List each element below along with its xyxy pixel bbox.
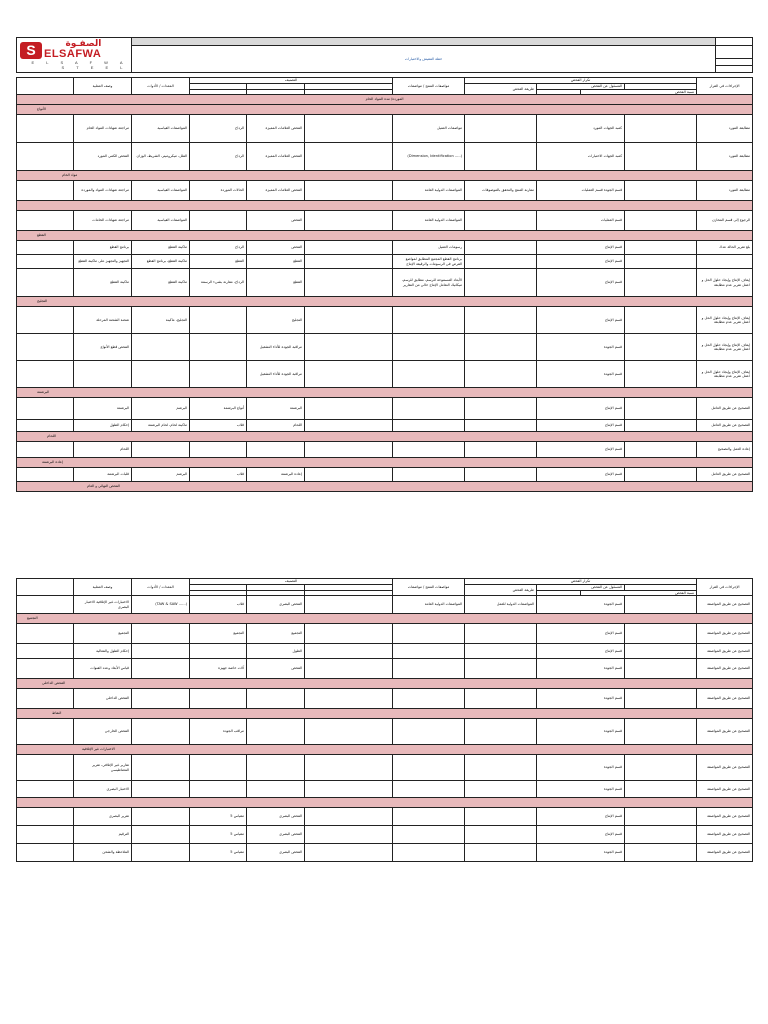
col-spec: مواصفات المنتج / مواصفات: [393, 579, 465, 596]
table-row: التجهيز والتجهيز على ماكينة القطع ماكينة القطع، برنامج القطع القطع القطع برنامج القطع المجمع المطابق لمواضع القرص في الرسومات والرقيقة الإنتاج قسم الإنتاج: [17, 255, 753, 269]
table-row: التجميع التجميع التجميع قسم الإنتاج التصحيح عن طريق المواصفة: [17, 624, 753, 644]
table-row: مراجعة شهادات المواد الخام المواصفات القياسية الرداخ الفحص العلامات المميزة مواصفات العميل كمبد الجهات المورد مطابقة المورد: [17, 115, 753, 143]
table-row: قياس الأبعاد وعدد القنوات آلات خاصة جهيزة الفحص قسم الجودة التصحيح عن طريق المواصفة: [17, 659, 753, 679]
section-band: إعادة البرشمة: [17, 458, 753, 468]
logo-arabic: الصفـوة: [65, 39, 102, 49]
table-row: برنامج القطع ماكينة القطع الرداخ الفحص رسومات العميل قسم الإنتاج بلغ تقرير الحالة عدك: [17, 241, 753, 255]
section-band: [17, 798, 753, 808]
header-grey-bar: [132, 38, 716, 46]
table-row: الفحص الخارجي مراقب الجودة قسم الجودة التصحيح عن طريق المواصفة: [17, 719, 753, 745]
header-meta-3: [716, 59, 753, 66]
table-row: مراجعة شهادات الخامات المواصفات القياسية الفحص المواصفات الدولية العامة قسم العمليات الرجوع إلى قسم المخازن: [17, 211, 753, 231]
section-band: اللحام: [17, 432, 753, 442]
table-row: الاختبارات غير الإتلافية الاختبار البصري (TAW & SAW ......) قلاب الفحص البصري المواصفات الدولية العامة المواصفات الدولية للعمل قسم الجودة التصحيح عن طريق المواصفة: [17, 596, 753, 614]
table-row: إحكام الطول والفعالية الطول قسم الإنتاج التصحيح عن طريق المواصفة: [17, 644, 753, 659]
col-responsible: وصف العملية: [74, 78, 132, 95]
table-row: تقرير البصري مقياس 5 الفحص البصري قسم الإنتاج التصحيح عن طريق المواصفة: [17, 808, 753, 826]
col-action: الإجراءات في القرار: [697, 78, 753, 95]
section-band: الموردة/ مدة المواد الخام: [17, 95, 753, 105]
table-row: مراجعة شهادات المواد والموردة المواصفات القياسية الحالات الموردة الفحص العلامات المميزة المواصفات الدولية العامة مقارنة المنتج والتحقق بالموصوفات قسم الجودة قسم العمليات مطابقة المورد: [17, 181, 753, 201]
logo-mark-icon: S: [20, 42, 42, 59]
section-band: التجليخ: [17, 297, 753, 307]
company-logo: [17, 38, 131, 72]
table-row: الفحص الداخلي قسم الجودة التصحيح عن طريق المواصفة: [17, 689, 753, 709]
table-row: اللحام قسم الإنتاج إعادة العمل والتصحيح: [17, 442, 753, 458]
col-frequency: تكرار الفحص: [465, 579, 697, 585]
header-meta-2: [716, 46, 753, 59]
col-freq-sub1: المسئول عن الفحص: [537, 83, 625, 89]
table-row: قلبات البرشمة البرشم قلاب إعادة البرشمة قسم الإنتاج التصحيح عن طريق العامل: [17, 468, 753, 482]
table-row: شحنة الشحنة المرحلة التجليخ، ماكينة التجليخ قسم الإنتاج إيقاف الإنتاج وإيجاد حلول الحل و اعمل تقرير عدم مطابقة: [17, 307, 753, 334]
col-responsible: وصف العملية: [74, 579, 132, 596]
table-row: البرشمة البرشم أنواع البرشمة البرشمة قسم الإنتاج التصحيح عن طريق العامل: [17, 398, 753, 420]
table-row: مراقبة الجودة للأداء التشغيل قسم الجودة إيقاف الإنتاج وإيجاد حلول الحل و اعمل تقرير عدم مطابقة: [17, 361, 753, 388]
col-method: طريقة الفحص: [465, 584, 537, 596]
logo-tagline: E L S A F W A S T E E L: [31, 60, 128, 70]
header-meta-1: [716, 38, 753, 46]
table-row: إحكام الطول ماكينة لحام، لحام البرشمة قلاب اللحام قسم الإنتاج التصحيح عن طريق العامل: [17, 420, 753, 432]
col-classification: التصنيف: [190, 579, 393, 585]
col-freq-sub2: نسبة الفحص: [581, 89, 697, 95]
col-classification: التصنيف: [190, 78, 393, 84]
col-blank-1: [17, 78, 74, 95]
inspection-table-1: [16, 77, 752, 492]
header-meta-4: [716, 66, 753, 73]
col-spec: مواصفات المنتج / مواصفات: [393, 78, 465, 95]
section-band: البرشمة: [17, 388, 753, 398]
section-band: التجميع: [17, 614, 753, 624]
col-frequency: تكرار الفحص: [465, 78, 697, 84]
section-band: [17, 201, 753, 211]
inspection-table-2: وصف العملية المعدات / الأدوات التصنيف مواصفات المنتج / مواصفات تكرار الفحص الإجراءات في القرار طريقة الفحص المسئول عن الفحص نسبة الفحص الاختبارات غير الإتلافية الاختبار البصري (TAW & SAW ......) قلاب الفحص البصري المواصفات الدولية العامة المواصفات الدولية للعمل قسم الجودة التصحيح عن طريق المواصفة التجميع التجميع التجميع التجميع قسم الإنتاج التصحيح عن طريق المواصفة إحكام الطول والفعالية الطول قسم الإنتاج التصحيح عن طريق المواصفة قياس الأبعاد وعدد القنوات آلات خاصة جهيزة الفحص قسم الجودة التصحيح عن طريق المواصفة الفحص الداخلي الفحص الداخلي قسم الجودة التصحيح عن طريق المواصفة النقاط الفحص الخارجي مراقب الجودة قسم الجودة التصحيح عن طريق المواصفة الاختبارات غير الإتلافية تقارير غير الإتلافي، تقرير المغناطيسي قسم الجودة التصحيح عن طريق المواصفة الاختبار البصري قسم الجودة التصحيح عن طريق المواصفة تقرير البصري مقياس 5 الفحص البصري قسم الإنتاج التصحيح عن طريق المواصفة الترقيم مقياس 5 الفحص البصري قسم الإنتاج التصحيح عن طريق المواصفة الملاحظة والشحن مقياس 5 الفحص البصري قسم الجودة التصحيح عن طريق المواصفة: [16, 578, 752, 862]
table-row: الاختبار البصري قسم الجودة التصحيح عن طريق المواصفة: [17, 781, 753, 798]
table-row: الفحص قطع الأنواع مراقبة الجودة للأداء التشغيل قسم الجودة إيقاف الإنتاج وإيجاد حلول الحل و اعمل تقرير عدم مطابقة: [17, 334, 753, 361]
section-band: الفحص النهائي و العام: [17, 482, 753, 492]
logo-cell: [17, 38, 132, 73]
doc-title: خطة التفتيش والاختبارات: [132, 46, 716, 73]
table-row: الملاحظة والشحن مقياس 5 الفحص البصري قسم الجودة التصحيح عن طريق المواصفة: [17, 844, 753, 862]
col-equipment: المعدات / الأدوات: [132, 78, 190, 95]
table-row: ماكينة القطع ماكينة القطع الرداخ، مقارنة بشيء الرسمة القطع الأبعاد المسموحة للرسم، مطابق للرسم، ميكانيك التعامل الإنتاج خالي من التقارير قسم الإنتاج إيقاف الإنتاج وإيجاد حلول الحل و اعمل تقرير عدم مطابقة: [17, 269, 753, 297]
col-equipment: المعدات / الأدوات: [132, 579, 190, 596]
table-row: الترقيم مقياس 5 الفحص البصري قسم الإنتاج التصحيح عن طريق المواصفة: [17, 826, 753, 844]
section-band: الأنواع: [17, 105, 753, 115]
document-header: [16, 37, 752, 73]
col-action: الإجراءات في القرار: [697, 579, 753, 596]
logo-english: ELSAFWA: [44, 48, 102, 60]
section-band: الاختبارات غير الإتلافية: [17, 745, 753, 755]
table-row: تقارير غير الإتلافي، تقرير المغناطيسي قسم الجودة التصحيح عن طريق المواصفة: [17, 755, 753, 781]
col-method: طريقة الفحص: [465, 83, 537, 95]
section-band: النقاط: [17, 709, 753, 719]
section-band: الفحص الداخلي: [17, 679, 753, 689]
section-band: القطع: [17, 231, 753, 241]
table-row: الفحص الكمي المورد الفلل، ميكروميتر، الشريط، الوزان الرداخ الفحص العلامات المميزة (Dimension, Identification .....) كمبد الجهات الاختبارات مطابقة المورد: [17, 143, 753, 171]
section-band: مواد الخام: [17, 171, 753, 181]
